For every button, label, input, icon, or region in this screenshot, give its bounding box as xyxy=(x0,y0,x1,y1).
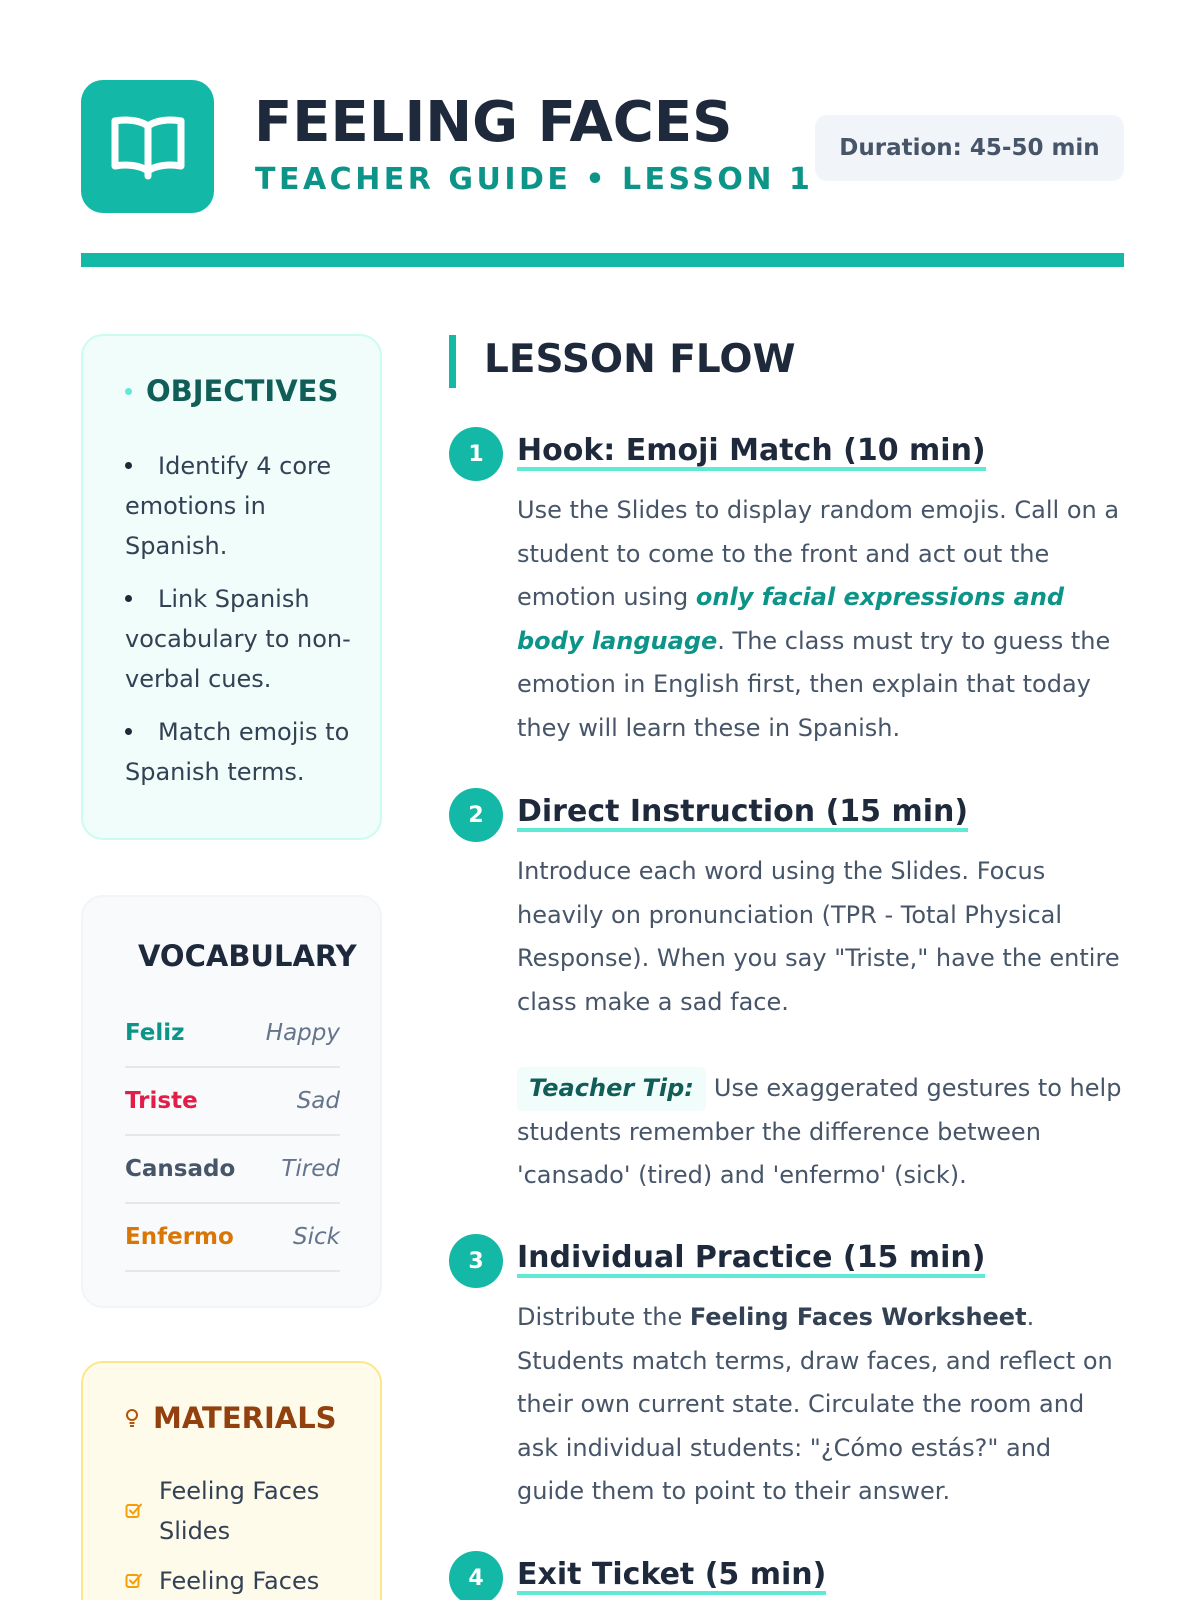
vocab-english: Sad xyxy=(296,1088,340,1114)
vocab-spanish: Triste xyxy=(125,1088,198,1114)
vocab-english: Happy xyxy=(265,1020,340,1046)
worksheet-name: Feeling Faces Worksheet xyxy=(689,1303,1027,1331)
materials-heading xyxy=(125,1401,337,1435)
step-title: Exit Ticket (5 min) xyxy=(517,1555,826,1595)
lesson-flow-heading: LESSON FLOW xyxy=(484,337,796,382)
materials-heading-text: MATERIALS xyxy=(153,1401,337,1435)
objective-item: Identify 4 core emotions in Spanish. xyxy=(125,452,332,560)
objectives-list xyxy=(125,446,355,805)
vocab-spanish: Cansado xyxy=(125,1156,236,1182)
objectives-heading-text: OBJECTIVES xyxy=(146,374,339,408)
materials-list xyxy=(125,1471,355,1600)
bullet-icon xyxy=(125,595,132,602)
objective-item: Match emojis to Spanish terms. xyxy=(125,718,350,786)
step-number-badge: 2 xyxy=(449,788,503,842)
objectives-card xyxy=(81,334,382,840)
checkbox-icon xyxy=(125,1502,143,1520)
vocabulary-row xyxy=(125,1204,340,1272)
step-description: Use the Slides to display random emojis. Call on a student to come to the front and act out the emotion using only facial expressions and body language. The class must try to guess the emotion in English first, then explain that today they will learn these in Spanish. xyxy=(517,496,1120,742)
vocabulary-row xyxy=(125,1136,340,1204)
step-title: Hook: Emoji Match (10 min) xyxy=(517,431,986,471)
teacher-tip: Teacher Tip: Use exaggerated gestures to help students remember the difference between 'cansado' (tired) and 'enfermo' (sick). xyxy=(517,1067,1123,1198)
lightbulb-icon xyxy=(125,1408,139,1428)
vocab-spanish: Feliz xyxy=(125,1020,185,1046)
step-number-badge: 1 xyxy=(449,427,503,481)
materials-card xyxy=(81,1361,382,1600)
vocab-english: Tired xyxy=(281,1156,340,1182)
page-subtitle: TEACHER GUIDE • LESSON 1 xyxy=(255,162,814,197)
step-title: Direct Instruction (15 min) xyxy=(517,792,968,832)
vocabulary-row xyxy=(125,1000,340,1068)
teacher-tip-label: Teacher Tip: xyxy=(517,1067,706,1111)
step-description: Introduce each word using the Slides. Focus heavily on pronunciation (TPR - Total Physical Response). When you say "Triste," have the entire class make a sad face. xyxy=(517,857,1120,1016)
bullet-icon xyxy=(125,462,132,469)
material-item: Feeling Faces Slides xyxy=(125,1471,355,1551)
vocabulary-row xyxy=(125,1068,340,1136)
checkbox-icon xyxy=(125,1572,143,1590)
vocabulary-card xyxy=(81,895,382,1308)
step-number-badge: 3 xyxy=(449,1234,503,1288)
step-title: Individual Practice (15 min) xyxy=(517,1238,985,1278)
logo xyxy=(81,80,214,213)
bullet-icon xyxy=(125,728,132,735)
open-book-icon xyxy=(110,114,186,180)
material-item: Feeling Faces xyxy=(125,1561,355,1600)
header-divider xyxy=(81,253,1124,267)
target-icon xyxy=(125,388,132,395)
step-description: Distribute the Feeling Faces Worksheet. Students match terms, draw faces, and reflect on their own current state. Circulate the room and ask individual students: "¿Cómo estás?" and guide them to point to their answer. xyxy=(517,1303,1113,1505)
emphasis-text: only facial expressions and body language xyxy=(517,583,1065,655)
vocabulary-heading: VOCABULARY xyxy=(138,939,357,973)
lesson-flow-accent-bar xyxy=(449,335,456,388)
step-number-badge: 4 xyxy=(449,1551,503,1600)
duration-badge: Duration: 45-50 min xyxy=(815,115,1124,181)
page-header xyxy=(81,80,1124,214)
vocab-english: Sick xyxy=(293,1224,340,1250)
page-title: FEELING FACES xyxy=(254,90,733,155)
vocabulary-table xyxy=(125,1000,340,1272)
objective-item: Link Spanish vocabulary to non-verbal cues. xyxy=(125,585,351,693)
objectives-heading xyxy=(125,374,338,408)
vocab-spanish: Enfermo xyxy=(125,1224,234,1250)
